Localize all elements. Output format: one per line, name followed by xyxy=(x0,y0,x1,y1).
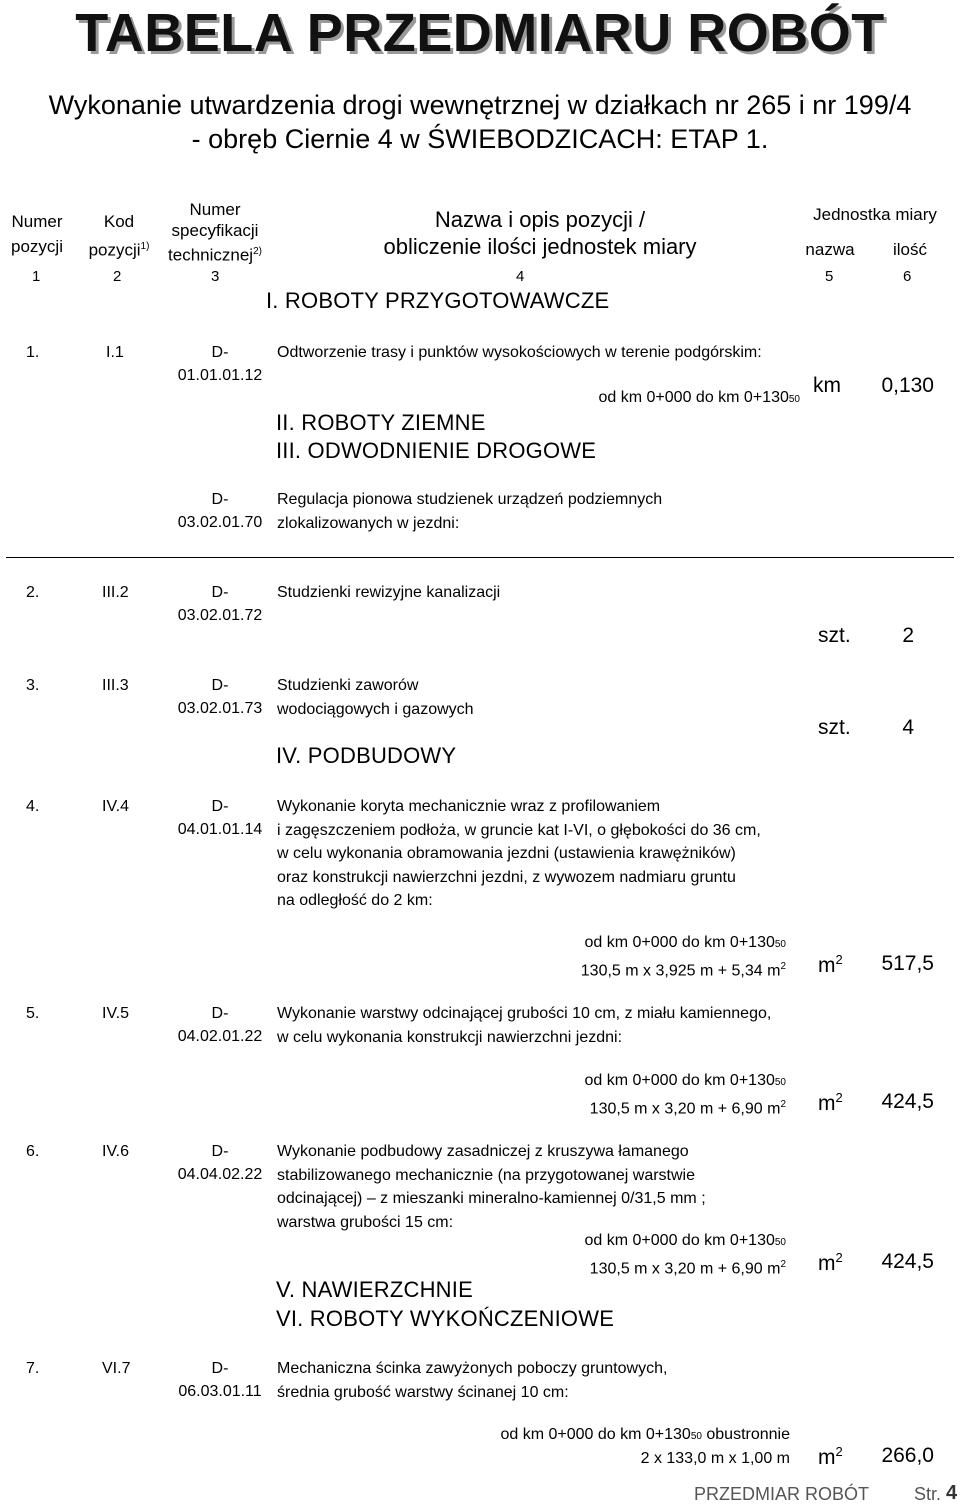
header-col-description-l2: obliczenie ilości jednostek miary xyxy=(383,234,697,259)
header-col-spec-l2: specyfikacji xyxy=(171,221,259,240)
row-number: 5. xyxy=(26,1005,40,1022)
header-col-spec-sup: 2) xyxy=(253,246,262,257)
row-separator-line xyxy=(6,557,954,558)
header-col-description xyxy=(330,206,750,260)
row-unit-base: m xyxy=(818,954,836,977)
subtitle-line-1: Wykonanie utwardzenia drogi wewnętrznej w działkach nr 265 i nr 199/4 xyxy=(48,90,912,120)
row-description-l3: w celu wykonania obramowania jezdni (ustawienia krawężników) xyxy=(277,845,736,862)
row-spec-prefix: D- xyxy=(211,584,229,601)
row-calculation xyxy=(585,1070,786,1120)
row-description-l1: Wykonanie koryta mechanicznie wraz z profilowaniem xyxy=(277,798,661,815)
row-number: 1. xyxy=(26,344,40,361)
row-spec xyxy=(165,488,275,534)
row-description xyxy=(277,674,474,721)
section-heading-1: I. ROBOTY PRZYGOTOWAWCZE xyxy=(266,288,610,313)
column-number-4: 4 xyxy=(516,268,525,285)
row-spec-prefix: D- xyxy=(211,1143,229,1160)
row-description xyxy=(277,1140,706,1234)
row-unit-base: m xyxy=(818,1252,836,1275)
subtitle-line-2: - obręb Ciernie 4 w ŚWIEBODZICACH: ETAP 1. xyxy=(191,124,769,154)
row-spec xyxy=(165,674,275,720)
row-unit-sup: 2 xyxy=(835,1250,843,1265)
row-description-l2: stabilizowanego mechanicznie (na przygotowanej warstwie xyxy=(277,1166,695,1184)
row-spec-prefix: D- xyxy=(211,344,229,361)
row-spec-prefix: D- xyxy=(211,677,229,694)
row-spec xyxy=(165,795,275,841)
row-quantity: 2 xyxy=(902,624,914,647)
column-number-2: 2 xyxy=(113,268,122,285)
row-spec-code: 03.02.01.72 xyxy=(177,607,263,624)
row-spec-prefix: D- xyxy=(211,798,229,815)
header-unit-qty: ilość xyxy=(892,240,927,259)
calc-formula-sup: 2 xyxy=(780,1259,786,1270)
row-spec-code: 04.01.01.14 xyxy=(177,821,263,838)
header-unit-name: nazwa xyxy=(805,240,855,259)
row-unit: szt. xyxy=(818,624,851,647)
row-unit-sup: 2 xyxy=(835,1090,843,1105)
section-heading-5: V. NAWIERZCHNIE xyxy=(276,1277,473,1302)
row-spec-code: 06.03.01.11 xyxy=(178,1383,262,1400)
column-number-5: 5 xyxy=(825,268,834,285)
row-unit xyxy=(818,952,843,978)
row-description-l4: oraz konstrukcji nawierzchni jezdni, z wywozem nadmiaru gruntu xyxy=(277,868,736,886)
header-col-code-sup: 1) xyxy=(140,241,150,252)
row-spec-code: 03.02.01.73 xyxy=(177,700,263,717)
column-number-3: 3 xyxy=(211,268,220,285)
row-number: 6. xyxy=(26,1143,40,1160)
calc-formula: 2 x 133,0 m x 1,00 m xyxy=(640,1450,790,1467)
section-heading-3: III. ODWODNIENIE DROGOWE xyxy=(276,438,597,463)
row-spec-code: 01.01.01.12 xyxy=(177,367,263,384)
row-quantity: 424,5 xyxy=(881,1090,934,1113)
header-col-spec xyxy=(160,200,270,265)
header-col-spec-l1: Numer xyxy=(189,200,241,219)
calc-formula: 130,5 m x 3,925 m + 5,34 m xyxy=(580,962,781,980)
row-code: IV.4 xyxy=(102,798,129,815)
row-description xyxy=(277,488,662,535)
calc-formula: 130,5 m x 3,20 m + 6,90 m xyxy=(589,1260,781,1278)
row-description-l2: i zagęszczeniem podłoża, w gruncie kat I-VI, o głębokości do 36 cm, xyxy=(277,821,761,839)
header-unit-group: Jednostka miary xyxy=(813,205,937,224)
calc-range: od km 0+000 do km 0+130 xyxy=(584,1072,775,1089)
row-description-l1: Mechaniczna ścinka zawyżonych poboczy gruntowych, xyxy=(277,1360,668,1377)
row-number: 2. xyxy=(26,584,40,601)
row-description-l5: na odległość do 2 km: xyxy=(277,892,433,909)
row-spec xyxy=(165,1357,275,1403)
calc-range-sub: 50 xyxy=(690,1431,702,1442)
calc-range-sub: 50 xyxy=(788,394,800,405)
row-calculation xyxy=(581,932,786,982)
row-unit xyxy=(818,1444,843,1470)
row-description-l1: Wykonanie podbudowy zasadniczej z kruszywa łamanego xyxy=(277,1143,689,1160)
row-description-l3: odcinającej) – z mieszanki mineralno-kamiennej 0/31,5 mm ; xyxy=(277,1190,706,1207)
row-unit xyxy=(818,1090,843,1116)
footer-page-number: 4 xyxy=(946,1482,958,1504)
row-description: Studzienki rewizyjne kanalizacji xyxy=(277,584,501,601)
calc-range-sub: 50 xyxy=(774,939,786,950)
row-calculation xyxy=(585,1230,786,1280)
row-unit-base: m xyxy=(818,1446,836,1469)
calc-range-sub: 50 xyxy=(774,1077,786,1088)
row-unit xyxy=(818,1250,843,1276)
row-description-l4: warstwa grubości 15 cm: xyxy=(277,1213,454,1231)
row-code: IV.6 xyxy=(102,1143,129,1160)
row-description-l2: średnia grubość warstwy ścinanej 10 cm: xyxy=(277,1383,569,1401)
row-description xyxy=(277,1357,667,1404)
row-spec-prefix: D- xyxy=(211,491,229,508)
calc-formula: 130,5 m x 3,20 m + 6,90 m xyxy=(589,1100,781,1118)
row-description: Odtworzenie trasy i punktów wysokościowych w terenie podgórskim: xyxy=(277,344,762,361)
header-col-description-l1: Nazwa i opis pozycji / xyxy=(434,207,646,232)
row-code: III.2 xyxy=(102,584,129,601)
header-col-code-l2: pozycji xyxy=(88,240,141,260)
header-col-number-l2: pozycji xyxy=(11,237,63,256)
row-calculation xyxy=(599,387,800,411)
row-number: 3. xyxy=(26,677,40,694)
header-col-code xyxy=(82,212,156,260)
row-spec-code: 04.04.02.22 xyxy=(177,1166,263,1183)
row-spec-code: 04.02.01.22 xyxy=(177,1028,263,1045)
header-col-number-l1: Numer xyxy=(11,212,63,231)
row-quantity: 424,5 xyxy=(881,1250,934,1273)
row-description-l2: w celu wykonania konstrukcji nawierzchni jezdni: xyxy=(277,1028,623,1046)
row-spec xyxy=(165,341,275,387)
page-title: TABELA PRZEDMIARU ROBÓT xyxy=(75,3,885,63)
row-spec xyxy=(165,581,275,627)
calc-formula-sup: 2 xyxy=(780,1099,786,1110)
calc-range-tail: obustronnie xyxy=(701,1426,790,1443)
row-quantity: 0,130 xyxy=(881,374,934,397)
row-spec-prefix: D- xyxy=(211,1005,229,1022)
row-code: I.1 xyxy=(106,344,124,361)
row-spec xyxy=(165,1140,275,1186)
row-unit: km xyxy=(813,374,841,397)
row-description xyxy=(277,795,761,913)
row-number: 7. xyxy=(26,1360,40,1377)
column-number-1: 1 xyxy=(32,268,41,285)
row-description-l1: Studzienki zaworów xyxy=(277,677,419,694)
row-unit: szt. xyxy=(818,716,851,739)
section-heading-4: IV. PODBUDOWY xyxy=(276,743,457,768)
header-col-code-l1: Kod xyxy=(103,212,135,231)
row-description-l1: Wykonanie warstwy odcinającej grubości 10 cm, z miału kamiennego, xyxy=(277,1005,772,1022)
row-description-l2: wodociągowych i gazowych xyxy=(277,700,474,718)
calc-range: od km 0+000 do km 0+130 xyxy=(584,1232,775,1249)
row-code: VI.7 xyxy=(102,1360,131,1377)
row-code: IV.5 xyxy=(102,1005,129,1022)
calc-range: od km 0+000 do km 0+130 xyxy=(584,934,775,951)
row-unit-sup: 2 xyxy=(835,952,843,967)
row-quantity: 4 xyxy=(902,716,914,739)
row-unit-sup: 2 xyxy=(835,1444,843,1459)
footer-label: PRZEDMIAR ROBÓT xyxy=(694,1484,870,1504)
header-col-spec-l3: technicznej xyxy=(168,245,254,265)
row-code: III.3 xyxy=(102,677,129,694)
row-description-l2: zlokalizowanych w jezdni: xyxy=(277,514,460,532)
section-heading-2: II. ROBOTY ZIEMNE xyxy=(276,410,486,435)
row-unit-base: m xyxy=(818,1092,836,1115)
column-number-6: 6 xyxy=(903,268,912,285)
calc-range: od km 0+000 do km 0+130 xyxy=(598,389,789,406)
row-number: 4. xyxy=(26,798,40,815)
calc-range-sub: 50 xyxy=(774,1237,786,1248)
row-calculation xyxy=(500,1424,790,1470)
calc-range: od km 0+000 do km 0+130 xyxy=(500,1426,691,1443)
calc-formula-sup: 2 xyxy=(780,961,786,972)
row-spec-prefix: D- xyxy=(211,1360,229,1377)
row-spec-code: 03.02.01.70 xyxy=(177,514,263,531)
row-description-l1: Regulacja pionowa studzienek urządzeń podziemnych xyxy=(277,491,663,508)
section-heading-6: VI. ROBOTY WYKOŃCZENIOWE xyxy=(276,1306,615,1331)
row-quantity: 266,0 xyxy=(881,1444,934,1467)
footer-page-label: Str. xyxy=(914,1484,942,1504)
row-description xyxy=(277,1002,771,1049)
row-quantity: 517,5 xyxy=(881,952,934,975)
header-col-number xyxy=(8,212,66,256)
row-spec xyxy=(165,1002,275,1048)
